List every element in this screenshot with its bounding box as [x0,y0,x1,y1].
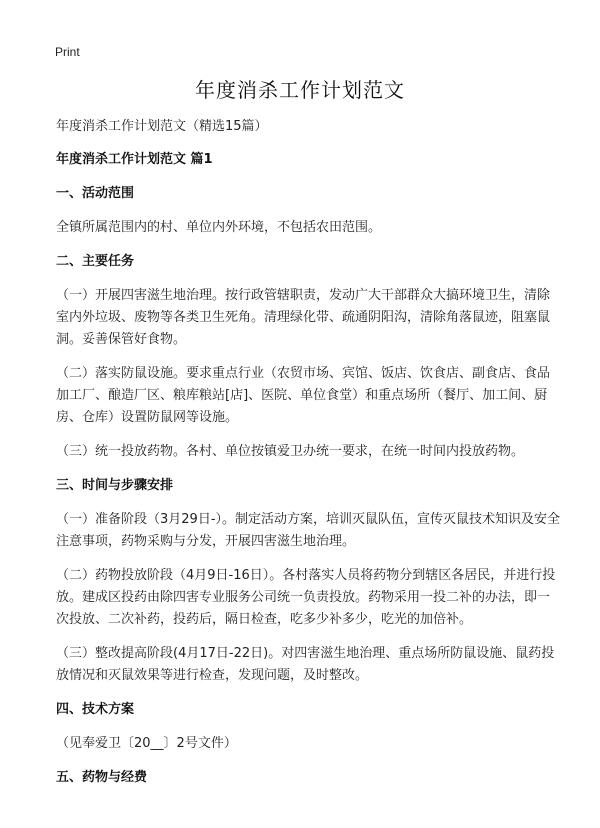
section-heading-main-tasks: 二、主要任务 [56,254,135,269]
section-heading-schedule: 三、时间与步骤安排 [56,478,174,493]
section-paragraph: （一）开展四害滋生地治理。按行政管辖职责，发动广大干部群众大搞环境卫生，清除室内外垃圾、废物等各类卫生死角。清理绿化带、疏通阴阳沟，清除角落鼠迹，阻塞鼠洞。妥善保管好食物。 [56,288,551,347]
print-link[interactable]: Print [55,45,80,59]
document-subtitle: 年度消杀工作计划范文（精选15篇） [56,119,268,134]
document-title: 年度消杀工作计划范文 [195,78,405,102]
section-paragraph: （三）整改提高阶段(4月17日-22日)。对四害滋生地治理、重点场所防鼠设施、鼠药投放情况和灭鼠效果等进行检查，发现问题，及时整改。 [56,646,555,683]
section-paragraph: （三）统一投放药物。各村、单位按镇爱卫办统一要求，在统一时间内投放药物。 [56,444,525,459]
section-heading-drugs-funding: 五、药物与经费 [56,770,148,785]
document-body [56,116,562,801]
article-heading: 年度消杀工作计划范文 篇1 [56,152,213,167]
section-paragraph: （见奉爱卫〔20__〕2号文件） [56,736,237,751]
section-paragraph: （一）准备阶段（3月29日-）。制定活动方案，培训灭鼠队伍，宣传灭鼠技术知识及安全注意事项，药物采购与分发，开展四害滋生地治理。 [56,512,561,549]
section-paragraph: 全镇所属范围内的村、单位内外环境，不包括农田范围。 [56,220,382,235]
section-paragraph: （二）药物投放阶段（4月9日-16日）。各村落实人员将药物分到辖区各居民，并进行投放。建成区投药由除四害专业服务公司统一负责投放。药物采用一投二补的办法，即一次投放、二次补药，投药后，隔日检查，吃多少补多少，吃光的加倍补。 [56,568,556,627]
section-heading-scope: 一、活动范围 [56,186,135,201]
section-heading-technical-plan: 四、技术方案 [56,702,135,717]
section-paragraph: （二）落实防鼠设施。要求重点行业（农贸市场、宾馆、饭店、饮食店、副食店、食品加工厂、酿造厂区、粮库粮站[店]、医院、单位食堂）和重点场所（餐厅、加工间、厨房、仓库）设置防鼠网等设施。 [56,366,551,425]
